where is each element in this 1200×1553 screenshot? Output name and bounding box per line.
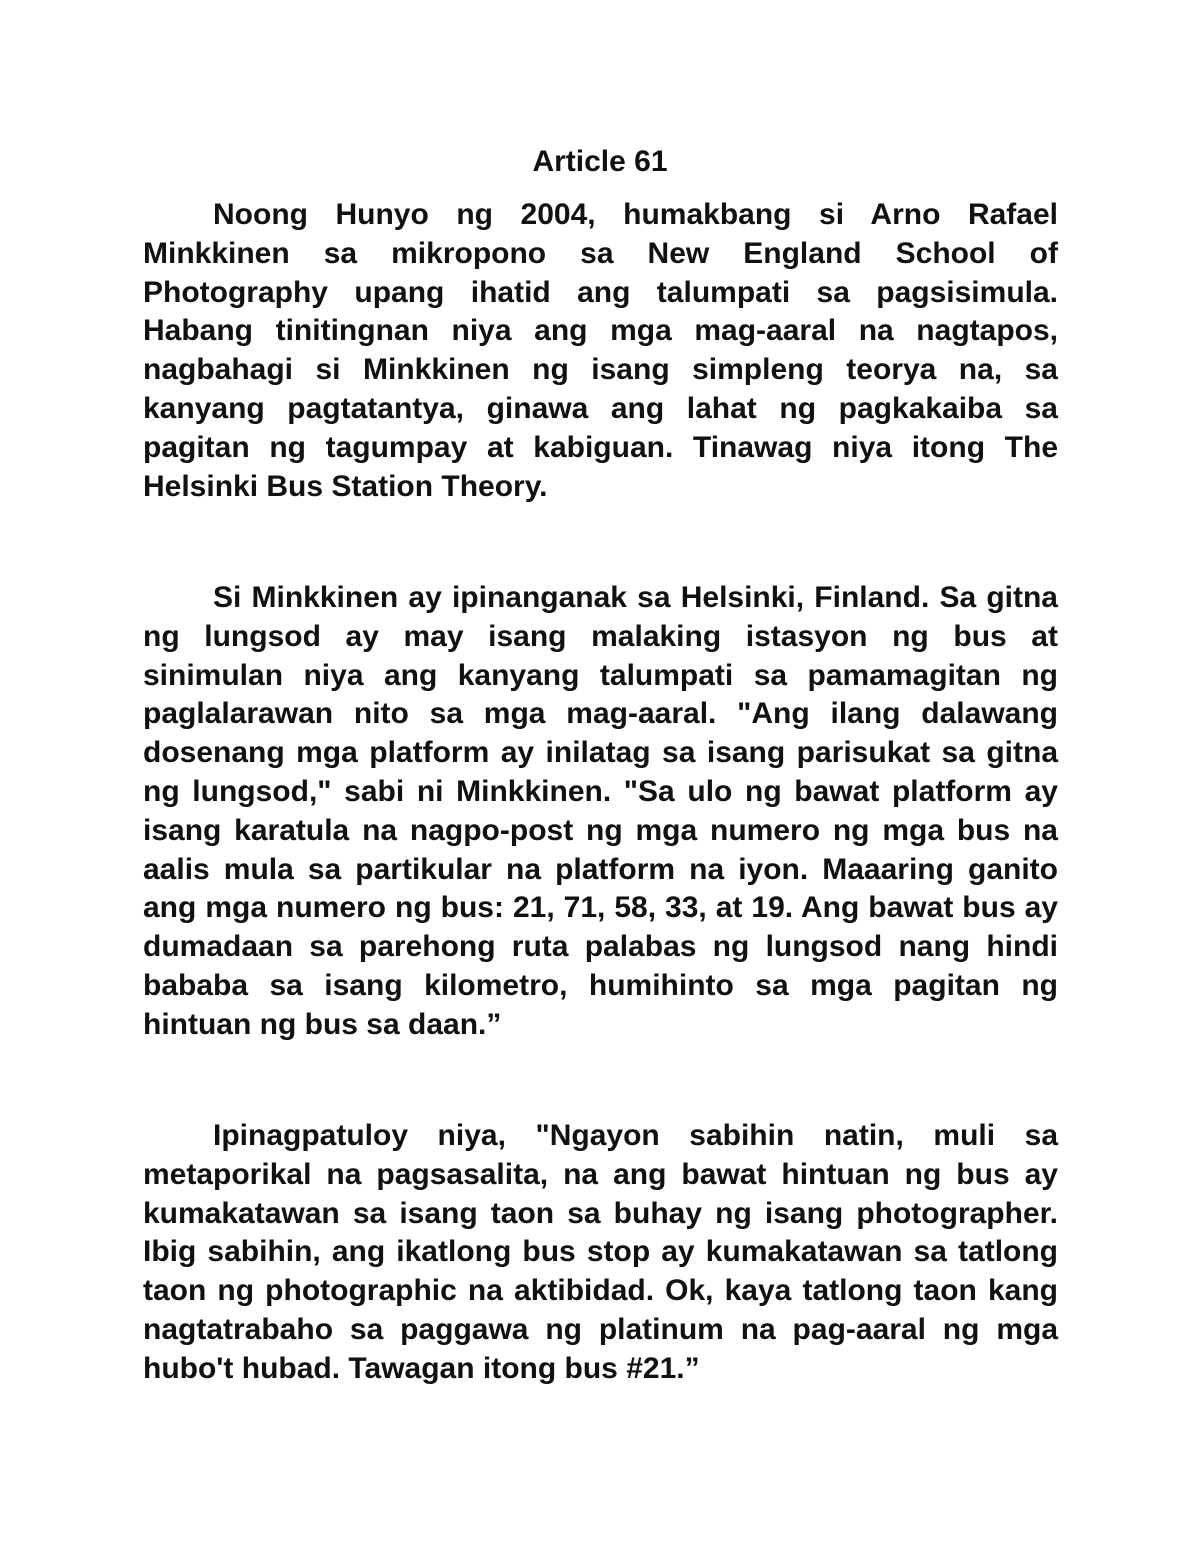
paragraph-2: Si Minkkinen ay ipinanganak sa Helsinki, Finland. Sa gitna ng lungsod ay may isang malaking istasyon ng bus at sinimulan niya ang kanyang talumpati sa pamamagitan ng paglalarawan nito sa mga mag-aaral. "Ang ilang dalawang dosenang mga platform ay inilatag sa isang parisukat sa gitna ng lungsod," sabi ni Minkkinen. "Sa ulo ng bawat platform ay isang karatula na nagpo-post ng mga numero ng mga bus na aalis mula sa partikular na platform na iyon. Maaaring ganito ang mga numero ng bus: 21, 71, 58, 33, at 19. Ang bawat bus ay dumadaan sa parehong ruta palabas ng lungsod nang hindi bababa sa isang kilometro, humihinto sa mga pagitan ng hintuan ng bus sa daan.”: [143, 581, 1058, 1041]
paragraph-1: Noong Hunyo ng 2004, humakbang si Arno Rafael Minkkinen sa mikropono sa New England School of Photography upang ihatid ang talumpati sa pagsisimula. Habang tinitingnan niya ang mga mag-aaral na nagtapos, nagbahagi si Minkkinen ng isang simpleng teorya na, sa kanyang pagtatantya, ginawa ang lahat ng pagkakaiba sa pagitan ng tagumpay at kabiguan. Tinawag niya itong The Helsinki Bus Station Theory.: [143, 198, 1058, 503]
article-title: Article 61: [532, 145, 668, 178]
paragraph-3: Ipinagpatuloy niya, "Ngayon sabihin natin, muli sa metaporikal na pagsasalita, na ang bawat hintuan ng bus ay kumakatawan sa isang taon sa buhay ng isang photographer. Ibig sabihin, ang ikatlong bus stop ay kumakatawan sa tatlong taon ng photographic na aktibidad. Ok, kaya tatlong taon kang nagtatrabaho sa paggawa ng platinum na pag-aaral ng mga hubo't hubad. Tawagan itong bus #21.”: [143, 1119, 1058, 1385]
